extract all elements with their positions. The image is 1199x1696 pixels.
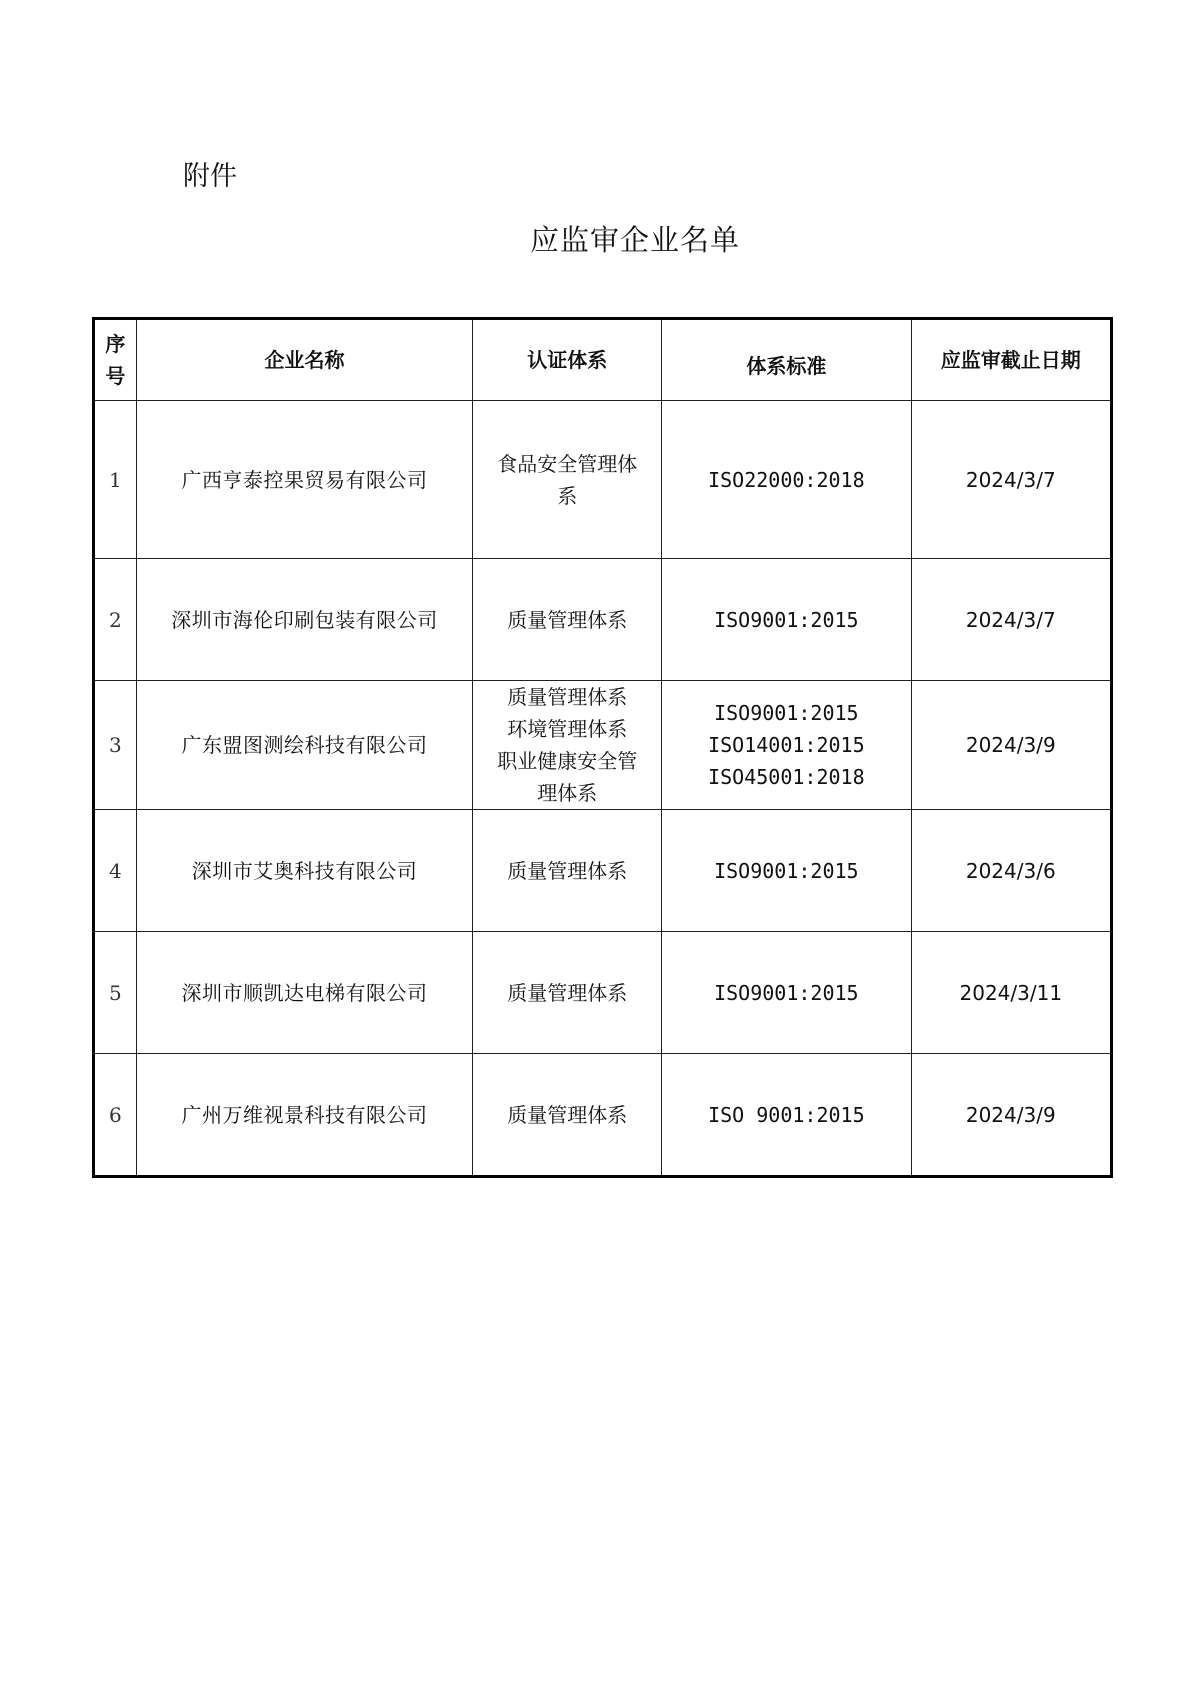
- company-name: 深圳市海伦印刷包装有限公司: [136, 559, 473, 681]
- table-row: [94, 681, 1112, 810]
- certification-system: [473, 810, 662, 932]
- certification-system: [473, 559, 662, 681]
- company-name: 广西亨泰控果贸易有限公司: [136, 401, 473, 559]
- system-standard: [662, 1054, 911, 1177]
- system-standard-line: ISO22000:2018: [708, 467, 865, 492]
- table-header-row: [94, 319, 1112, 401]
- system-standard-line: ISO9001:2015: [714, 858, 859, 883]
- certification-system: [473, 401, 662, 559]
- row-number: 2: [94, 559, 137, 681]
- system-standard-line: ISO45001:2018: [708, 765, 865, 789]
- audit-deadline: 2024/3/7: [911, 559, 1111, 681]
- header-system-standard-label: 体系标准: [746, 354, 827, 378]
- audit-deadline: 2024/3/9: [911, 681, 1111, 810]
- table-row: [94, 932, 1112, 1054]
- company-name: 深圳市顺凯达电梯有限公司: [136, 932, 473, 1054]
- audit-deadline: 2024/3/11: [911, 932, 1111, 1054]
- certification-system-line: 环境管理体系: [507, 717, 628, 741]
- system-standard: [662, 401, 911, 559]
- certification-system: [473, 932, 662, 1054]
- system-standard-line: ISO9001:2015: [714, 980, 859, 1005]
- table-row: [94, 401, 1112, 559]
- audit-deadline: 2024/3/6: [911, 810, 1111, 932]
- certification-system: [473, 681, 662, 810]
- audit-deadline: 2024/3/9: [911, 1054, 1111, 1177]
- system-standard: [662, 559, 911, 681]
- page-title: 应监审企业名单: [529, 223, 740, 257]
- header-certification-system: 认证体系: [473, 319, 662, 401]
- header-audit-deadline: 应监审截止日期: [911, 319, 1111, 401]
- header-company-name: 企业名称: [136, 319, 473, 401]
- certification-system-line: 食品安全管理体: [497, 451, 638, 476]
- system-standard-line: ISO9001:2015: [714, 607, 859, 632]
- system-standard-line: ISO9001:2015: [714, 701, 859, 725]
- certification-system-line: 理体系: [537, 781, 598, 805]
- certification-system-line: 质量管理体系: [507, 980, 628, 1005]
- company-name: 广东盟图测绘科技有限公司: [136, 681, 473, 810]
- row-number: 4: [94, 810, 137, 932]
- system-standard: [662, 681, 911, 810]
- certification-system-line: 质量管理体系: [507, 685, 628, 709]
- header-system-standard: [662, 319, 911, 401]
- table-row: [94, 559, 1112, 681]
- system-standard: [662, 810, 911, 932]
- certification-system-line: 质量管理体系: [507, 858, 628, 883]
- table-row: [94, 1054, 1112, 1177]
- certification-system-line: 职业健康安全管: [497, 749, 638, 773]
- system-standard-line: ISO14001:2015: [708, 733, 865, 757]
- certification-system-line: 质量管理体系: [507, 1102, 628, 1127]
- row-number: 6: [94, 1054, 137, 1177]
- row-number: 1: [94, 401, 137, 559]
- header-no: 序号: [94, 319, 137, 401]
- company-list-table: [92, 317, 1113, 1178]
- system-standard-line: ISO 9001:2015: [708, 1102, 865, 1127]
- row-number: 5: [94, 932, 137, 1054]
- company-name: 广州万维视景科技有限公司: [136, 1054, 473, 1177]
- table-row: [94, 810, 1112, 932]
- system-standard: [662, 932, 911, 1054]
- certification-system: [473, 1054, 662, 1177]
- row-number: 3: [94, 681, 137, 810]
- certification-system-line: 系: [557, 483, 578, 508]
- certification-system-line: 质量管理体系: [507, 607, 628, 632]
- audit-deadline: 2024/3/7: [911, 401, 1111, 559]
- company-name: 深圳市艾奥科技有限公司: [136, 810, 473, 932]
- attachment-label: 附件: [183, 161, 237, 192]
